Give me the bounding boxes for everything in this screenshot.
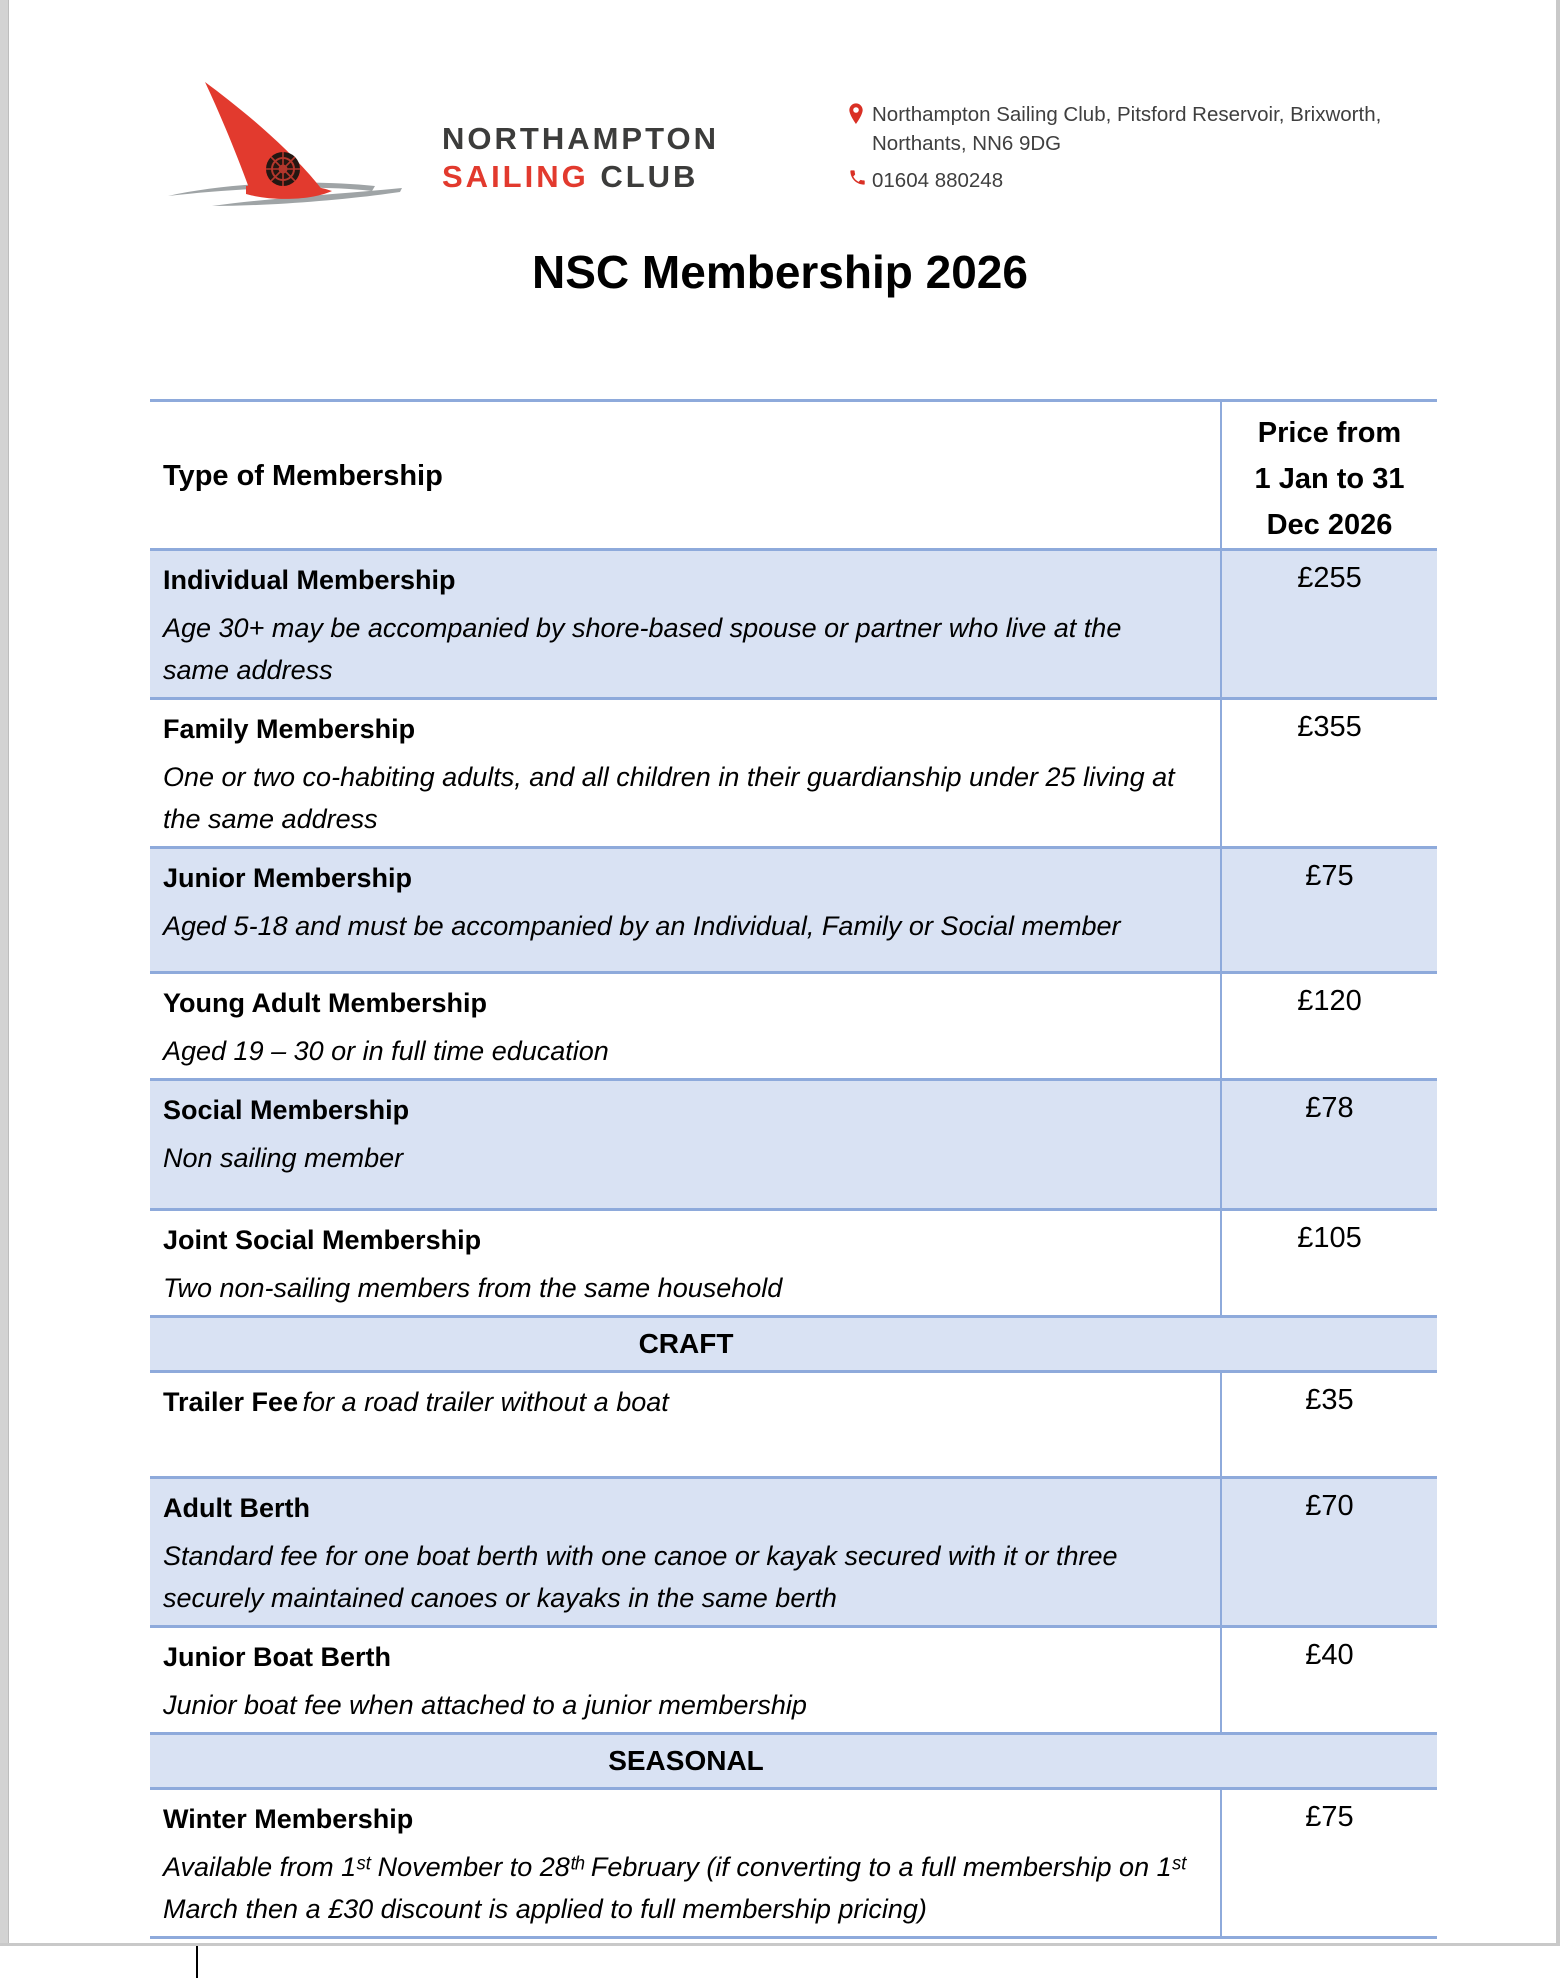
membership-name: Joint Social Membership <box>163 1225 482 1255</box>
logo-line1: NORTHAMPTON <box>442 121 719 156</box>
membership-name: Adult Berth <box>163 1493 310 1523</box>
price-value: £40 <box>1305 1639 1354 1671</box>
price-cell <box>1220 1628 1437 1732</box>
price-value: £75 <box>1305 860 1354 892</box>
membership-name: Trailer Fee <box>163 1387 299 1417</box>
address-row <box>848 100 1448 158</box>
logo-line2 <box>442 160 719 194</box>
table-row-junior-boat-berth <box>150 1628 1437 1735</box>
sail-logo-icon <box>150 70 440 215</box>
document-header <box>0 0 1560 215</box>
header-price-line: Dec 2026 <box>1266 509 1393 541</box>
membership-desc: Available from 1ˢᵗ November to 28ᵗʰ February (if converting to a full membership on 1ˢᵗ March then a £30 discount is applied to full membership pricing) <box>163 1852 1186 1924</box>
membership-price-table[interactable] <box>150 399 1437 1939</box>
map-pin-icon <box>848 102 872 132</box>
phone-row <box>848 166 1448 195</box>
header-price-line: Price from <box>1257 417 1402 449</box>
table-row-joint-social <box>150 1211 1437 1318</box>
contact-block <box>848 100 1448 195</box>
price-cell <box>1220 700 1437 846</box>
price-value: £120 <box>1297 985 1362 1017</box>
header-type-cell <box>150 402 1220 548</box>
header-type-label: Type of Membership <box>163 460 443 492</box>
membership-name: Winter Membership <box>163 1804 414 1834</box>
page-edge-left <box>0 0 9 1946</box>
section-label: SEASONAL <box>608 1745 764 1776</box>
membership-name: Junior Membership <box>163 863 413 893</box>
address-text: Northampton Sailing Club, Pitsford Reservoir, Brixworth, Northants, NN6 9DG <box>872 103 1382 155</box>
membership-cell <box>150 1790 1220 1936</box>
table-row-junior <box>150 849 1437 974</box>
membership-desc: for a road trailer without a boat <box>302 1387 669 1417</box>
section-label: CRAFT <box>638 1328 734 1359</box>
membership-name: Individual Membership <box>163 565 456 595</box>
club-logo <box>150 70 719 215</box>
header-price-line: 1 Jan to 31 <box>1254 463 1405 495</box>
price-value: £355 <box>1297 711 1362 743</box>
membership-desc: Junior boat fee when attached to a junior membership <box>163 1690 807 1720</box>
price-value: £35 <box>1305 1384 1354 1416</box>
price-value: £255 <box>1297 562 1362 594</box>
page-title: NSC Membership 2026 <box>532 246 1028 298</box>
membership-name: Young Adult Membership <box>163 988 487 1018</box>
logo-sailing: SAILING <box>442 159 589 195</box>
membership-name-inline <box>163 1382 1190 1427</box>
section-header-seasonal <box>150 1735 1437 1790</box>
membership-cell <box>150 1479 1220 1625</box>
table-row-young-adult <box>150 974 1437 1081</box>
membership-cell <box>150 700 1220 846</box>
price-value: £75 <box>1305 1801 1354 1833</box>
membership-name: Social Membership <box>163 1095 410 1125</box>
text-cursor[interactable] <box>196 1945 198 1978</box>
price-value: £105 <box>1297 1222 1362 1254</box>
table-row-social <box>150 1081 1437 1211</box>
membership-cell <box>150 551 1220 697</box>
membership-cell <box>150 1628 1220 1732</box>
price-value: £70 <box>1305 1490 1354 1522</box>
membership-cell <box>150 1373 1220 1476</box>
table-row-individual <box>150 551 1437 700</box>
membership-desc: Age 30+ may be accompanied by shore-based spouse or partner who live at the same address <box>163 613 1122 685</box>
price-value: £78 <box>1305 1092 1354 1124</box>
header-price-cell <box>1220 402 1437 548</box>
table-row-trailer-fee <box>150 1373 1437 1479</box>
price-cell <box>1220 1081 1437 1208</box>
price-cell <box>1220 1790 1437 1936</box>
membership-desc: Aged 5-18 and must be accompanied by an Individual, Family or Social member <box>163 911 1121 941</box>
section-header-craft <box>150 1318 1437 1373</box>
membership-cell <box>150 1211 1220 1315</box>
membership-desc: Aged 19 – 30 or in full time education <box>163 1036 609 1066</box>
table-header-row <box>150 402 1437 551</box>
membership-cell <box>150 974 1220 1078</box>
membership-desc: Non sailing member <box>163 1143 404 1173</box>
table-row-family <box>150 700 1437 849</box>
membership-name: Junior Boat Berth <box>163 1642 392 1672</box>
price-cell <box>1220 551 1437 697</box>
membership-desc: One or two co-habiting adults, and all children in their guardianship under 25 living at the same address <box>163 762 1175 834</box>
membership-name: Family Membership <box>163 714 416 744</box>
price-cell <box>1220 1211 1437 1315</box>
club-logo-text <box>442 122 719 194</box>
price-cell <box>1220 1373 1437 1476</box>
table-row-winter <box>150 1790 1437 1939</box>
membership-cell <box>150 849 1220 971</box>
phone-icon <box>848 168 872 193</box>
logo-club: CLUB <box>588 159 699 195</box>
phone-number: 01604 880248 <box>872 169 1004 192</box>
table-row-adult-berth <box>150 1479 1437 1628</box>
price-cell <box>1220 849 1437 971</box>
membership-desc: Two non-sailing members from the same household <box>163 1273 783 1303</box>
page-edge-right <box>1556 0 1560 1946</box>
membership-desc: Standard fee for one boat berth with one canoe or kayak secured with it or three securely maintained canoes or kayaks in the same berth <box>163 1541 1118 1613</box>
price-cell <box>1220 1479 1437 1625</box>
price-cell <box>1220 974 1437 1078</box>
membership-cell <box>150 1081 1220 1208</box>
